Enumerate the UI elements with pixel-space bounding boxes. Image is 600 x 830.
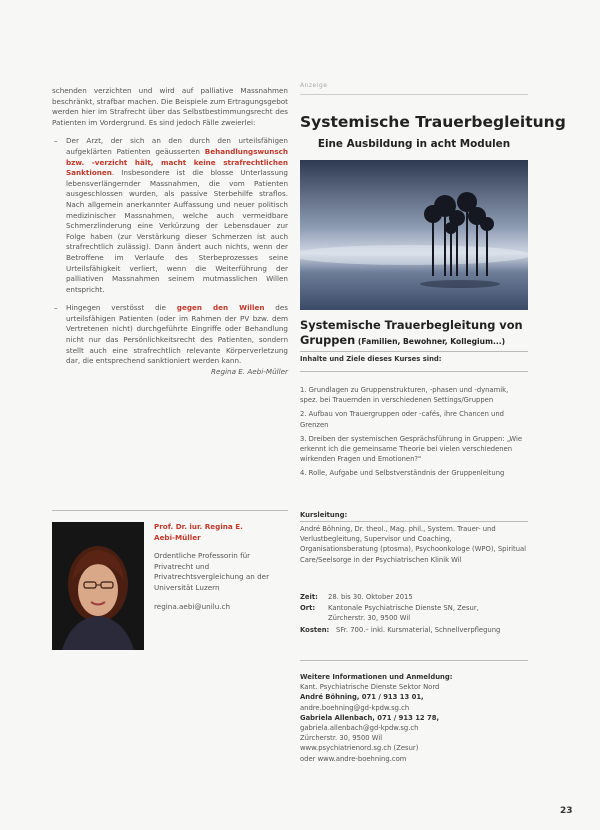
author-name-line: Prof. Dr. iur. Regina E. <box>154 522 243 531</box>
course-heading-small: (Familien, Bewohner, Kollegium...) <box>355 337 506 346</box>
goal-item: 4. Rolle, Aufgabe und Selbstverständnis der Gruppenleitung <box>300 469 505 478</box>
detail-where <box>300 603 528 623</box>
separator <box>300 371 528 372</box>
when-value: 28. bis 30. Oktober 2015 <box>328 593 413 601</box>
info-line[interactable]: www.psychiatrienord.sg.ch (Zesur) <box>300 744 419 753</box>
detail-when <box>300 592 528 602</box>
cost-label: Kosten: <box>300 625 330 634</box>
lead-heading: Kursleitung: <box>300 511 348 519</box>
course-heading-main: Gruppen <box>300 333 356 347</box>
detail-cost <box>300 625 528 635</box>
author-name <box>154 522 284 543</box>
rubric-divider <box>300 94 528 95</box>
info-line: Gabriela Allenbach, 071 / 913 12 78, <box>300 713 440 722</box>
course-heading-line: Systemische Trauerbegleitung von <box>300 318 523 332</box>
section-divider <box>52 510 288 511</box>
bullet-text: des urteilsfähigen Patienten (oder im Rahmen der PV bzw. dem Vertretenen nicht) durchgeführte Eingriffe oder Behandlung nicht nur das Persönlichkeitsrecht des Patienten, sondern stellt auch eine strafrechtlich relevante Körperverletzung dar, die entsprechend sanktioniert werden kann. <box>66 303 289 366</box>
info-line: André Böhning, 071 / 913 13 01, <box>300 693 424 702</box>
goal-item: 2. Aufbau von Trauergruppen oder -cafés, ihre Chancen und Grenzen <box>300 410 504 429</box>
where-line: Kantonale Psychiatrische Dienste SN, Zesur, <box>328 604 479 613</box>
article-body <box>52 86 288 377</box>
separator <box>300 660 528 661</box>
portrait-image <box>52 522 144 650</box>
bullet-text: Der Arzt, der sich an den durch den urteilsfähigen aufgeklärten Patienten geäusserten <box>66 136 288 156</box>
info-line[interactable]: oder www.andre-boehning.com <box>300 754 407 763</box>
bullet-highlight: Behandlungswunsch bzw. -verzicht hält, macht keine strafrechtlichen Sanktionen <box>66 146 288 178</box>
lead-text-block <box>300 524 528 565</box>
author-photo <box>52 522 144 650</box>
author-signature: Regina E. Aebi-Müller <box>211 366 288 376</box>
separator <box>300 351 528 352</box>
ad-rubric: Anzeige <box>300 82 328 89</box>
bullet-highlight: gegen den Willen <box>176 303 265 313</box>
bullet-text: Hingegen verstösst die <box>66 303 177 313</box>
where-line: Zürcherstr. 30, 9500 Wil <box>328 614 411 623</box>
lead-text: André Böhning, Dr. theol., Mag. phil., System. Trauer- und Verlustbegleitung, Supervisor und Coaching, Organisationsberatung (ptosma), Psychoonkologe (WPO), Spiritual Care/Seelsorge in der Psychiatrischen Klinik Wil <box>300 525 527 564</box>
author-name-line: Aebi-Müller <box>154 532 201 542</box>
course-heading-line-2 <box>300 333 528 349</box>
where-value <box>328 603 479 623</box>
ad-subtitle: Eine Ausbildung in acht Modulen <box>317 138 511 150</box>
article-intro: schenden verzichten und wird auf palliative Massnahmen beschränkt, strafbar machen. Die Beispiele zum Ertragungsgebot werden hier im Strafrecht über das Selbstbestimmungsrecht des Patienten im Vordergrund. Es sind jedoch Fälle zweierlei: <box>52 86 288 127</box>
goals-list <box>300 385 528 479</box>
info-line: Zürcherstr. 30, 9500 Wil <box>300 734 383 743</box>
cost-value: SFr. 700.– inkl. Kursmaterial, Schnellverpflegung <box>336 625 501 634</box>
page-number: 23 <box>560 806 573 816</box>
separator <box>300 521 528 522</box>
ad-title: Systemische Trauerbegleitung <box>300 113 566 131</box>
course-heading <box>300 318 528 349</box>
course-details <box>300 592 528 635</box>
article-bullet-1 <box>52 136 288 295</box>
info-heading: Weitere Informationen und Anmeldung: <box>300 673 453 681</box>
hero-image <box>300 160 528 310</box>
goals-heading: Inhalte und Ziele dieses Kurses sind: <box>300 355 442 363</box>
when-label: Zeit: <box>300 593 318 601</box>
info-line[interactable]: andre.boehning@gd-kpdw.sg.ch <box>300 703 410 712</box>
info-section <box>300 672 528 764</box>
author-bio <box>154 522 284 620</box>
author-description: Ordentliche Professorin für Privatrecht und Privatrechtsvergleichung an der Universität Luzern <box>154 551 270 592</box>
article-bullet-list <box>52 136 288 366</box>
goal-item: 3. Dreiben der systemischen Gesprächsführung in Gruppen: „Wie erkennt ich die gemeinsame Theorie bei vielen verschiedenen wirkenden Fragen und Emotionen?" <box>300 434 523 464</box>
bullet-text: . Insbesondere ist die blosse Unterlassung lebensverlängernder Massnahmen, die vom Patienten ausgeschlossen wurden, als passive Sterbehilfe straflos. Nach allgemein anerkannter Auffassung und neuer politisch medizinischer Massnahmen, welche auch vermeidbare Schmerzlinderung eine Verkürzung der Lebensdauer zur Folge haben (zur Verstärkung dieser Schmerzen ist auch strafrechtlich zulässig). Dann ändert auch nichts, wenn der Betroffene im Verlaufe des Sterbeprozesses seine Urteilsfähigkeit verliert, wenn die Weiterführung der palliativen Massnahmen seinem mutmasslichen Willen entspricht. <box>66 168 288 294</box>
tree-sculpture-image <box>300 160 528 310</box>
goals-section <box>300 354 528 364</box>
goal-item: 1. Grundlagen zu Gruppenstrukturen, -phasen und -dynamik, spez. bei Trauernden in verschiedenen Settings/Gruppen <box>300 386 509 405</box>
article-bullet-2 <box>52 303 288 367</box>
info-line: Kant. Psychiatrische Dienste Sektor Nord <box>300 683 440 692</box>
lead-section <box>300 510 528 520</box>
author-email[interactable]: regina.aebi@unilu.ch <box>154 601 231 611</box>
where-label: Ort: <box>300 604 316 613</box>
info-line[interactable]: gabriela.allenbach@gd-kpdw.sg.ch <box>300 724 419 733</box>
